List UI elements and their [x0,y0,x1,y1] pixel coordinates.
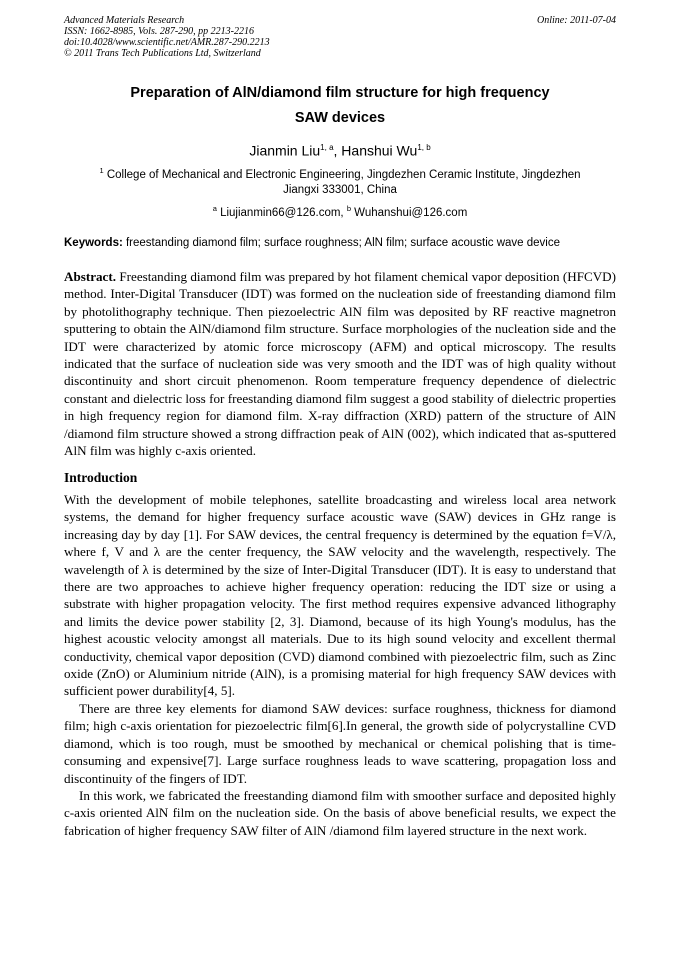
keywords-label: Keywords: [64,237,123,249]
author-list [64,138,616,161]
abstract [64,268,616,459]
paragraph: There are three key elements for diamond SAW devices: surface roughness, thickness for diamond film; high c-axis orientation for piezoelectric film[6].In general, the growth side of polycrystalline CVD diamond, which is too rough, must be smoothed by mechanical or chemical polishing that is time-consuming and expensive[7]. Large surface roughness leads to wave scattering, propagation loss and discontinuity of the fingers of IDT. [64,700,616,786]
author-name: Hanshui Wu [341,142,418,159]
abstract-label: Abstract. [64,269,116,284]
email-text: Wuhanshui@126.com [350,206,468,219]
journal-header [64,15,616,59]
affiliation-text: College of Mechanical and Electronic Engineering, Jingdezhen Ceramic Institute, Jingdezhen [103,168,581,181]
author-name: Jianmin Liu [249,142,321,159]
affiliation-marker: 1 [99,166,104,175]
email-marker: a [212,204,217,213]
section-heading-introduction: Introduction [64,470,138,485]
affiliation [64,163,616,198]
keywords [64,236,624,251]
paragraph: In this work, we fabricated the freestanding diamond film with smoother surface and deposited highly c-axis oriented AlN film on the nucleation side. On the basis of above beneficial results, we expect the fabrication of higher frequency SAW filter of AlN /diamond film layered structure in the next work. [64,787,616,838]
introduction-body [64,491,616,839]
paragraph: With the development of mobile telephones, satellite broadcasting and wireless local area network systems, the demand for higher frequency surface acoustic wave (SAW) devices in GHz range is increasing day by day [1]. For SAW devices, the central frequency is determined by the equation f=V/λ, where f, V and λ are the center frequency, the SAW velocity and the wavelength, respectively. The wavelength of λ is determined by the size of Inter-Digital Transducer (IDT). It is easy to understand that there are two approaches to achieve higher frequency operation: reducing the IDT size or using a substrate with higher propagation velocity. The first method requires expensive advanced lithography and limits the device power stability [2, 3]. Diamond, because of its high Young's modulus, has the highest acoustic velocity amongst all materials. Due to its high sound velocity and excellent thermal conductivity, chemical vapor deposition (CVD) diamond combined with piezoelectric film, such as Zinc oxide (ZnO) or Aluminium nitride (AlN), is a promising material for high frequency SAW devices with sufficient power durability[4, 5]. [64,492,616,699]
journal-name: Advanced Materials Research [64,15,185,26]
author-separator: , [333,142,342,159]
copyright-line: © 2011 Trans Tech Publications Ltd, Switzerland [64,48,261,59]
abstract-text: Freestanding diamond film was prepared by hot filament chemical vapor deposition (HFCVD) method. Inter-Digital Transducer (IDT) was formed on the nucleation side of freestanding diamond film by photolithography technique. Then piezoelectric AlN film was deposited by RF reactive magnetron sputtering to obtain the AlN/diamond film structure. Surface morphologies of the nucleation side and the IDT were characterized by atomic force microscopy (AFM) and optical microscopy. The results indicated that the surface of nucleation side was very smooth and the IDT was of high quality without discontinuity and short circuit phenomenon. Room temperature frequency dependence of dielectric constant and dielectric loss for freestanding diamond film suggest a good stability of dielectric properties in high frequency region for diamond film. X-ray diffraction (XRD) pattern of the structure of AlN /diamond film structure showed a strong diffraction peak of AlN (002), which indicated that as-sputtered AlN film was highly c-axis oriented. [64,269,616,459]
author-affiliation-marker: 1, b [417,143,431,152]
paper-title [64,81,616,131]
keywords-text: freestanding diamond film; surface roughness; AlN film; surface acoustic wave device [122,237,561,249]
title-line-1: Preparation of AlN/diamond film structure for high frequency [130,85,550,101]
title-line-2: SAW devices [294,110,386,126]
author-emails [64,201,616,221]
affiliation-line-2: Jiangxi 333001, China [283,183,397,196]
email-text: Liujianmin66@126.com, [216,206,347,219]
doi-line: doi:10.4028/www.scientific.net/AMR.287-290.2213 [64,37,270,48]
online-date: Online: 2011-07-04 [537,15,616,26]
affiliation-line-1 [64,163,616,183]
author-affiliation-marker: 1, a [320,143,334,152]
email-marker: b [346,204,351,213]
issn-line: ISSN: 1662-8985, Vols. 287-290, pp 2213-2216 [64,26,254,37]
